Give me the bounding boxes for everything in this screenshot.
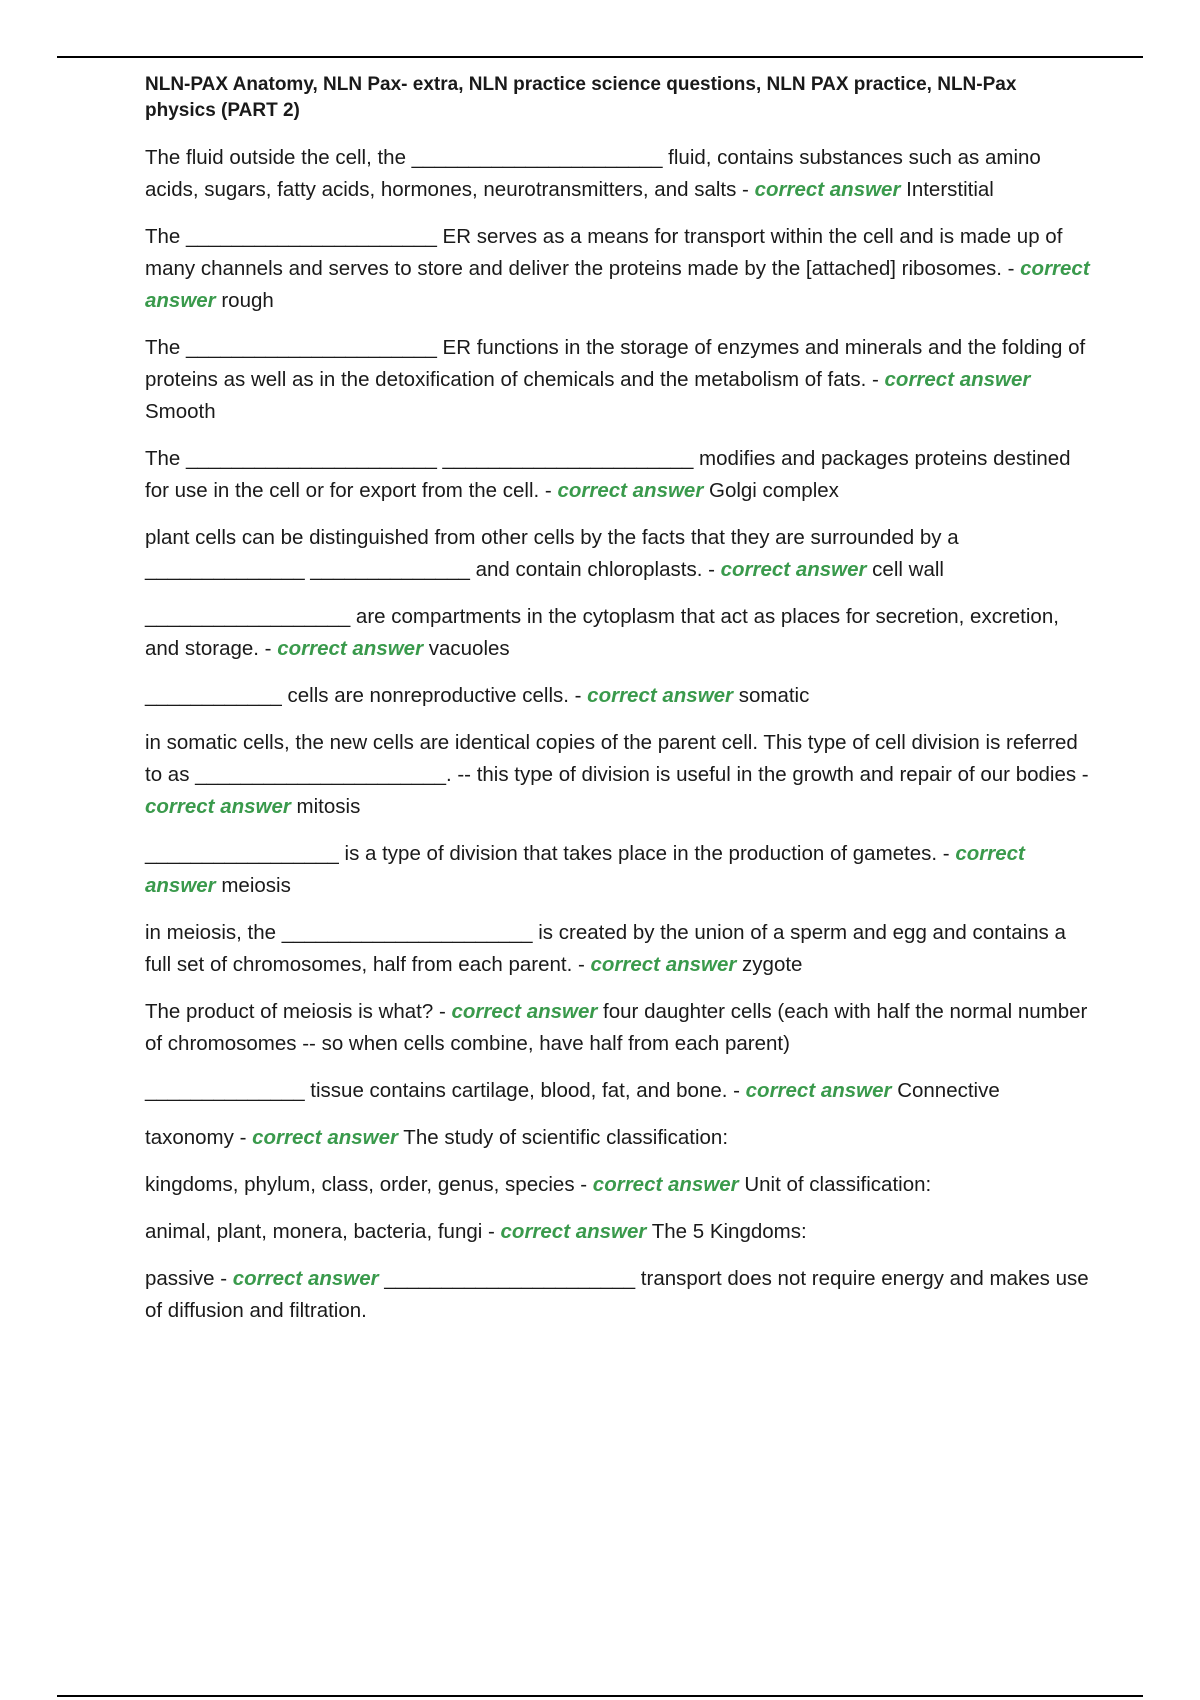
question-text: __________________ are compartments in the cytoplasm that act as places for secretion, excretion, and storage. - (145, 605, 1059, 660)
correct-answer-label: correct answer (557, 479, 704, 502)
qa-item (145, 838, 1090, 902)
question-text: plant cells can be distinguished from other cells by the facts that they are surrounded by a ______________ ______________ and contain chloroplasts. - (145, 526, 959, 581)
correct-answer-label: correct answer (500, 1220, 647, 1243)
correct-answer-label: correct answer (451, 1000, 598, 1023)
qa-item (145, 996, 1090, 1060)
question-text: ____________ cells are nonreproductive cells. - (145, 684, 588, 707)
qa-item (145, 1216, 1090, 1248)
answer-text: Interstitial (900, 178, 994, 201)
correct-answer-label: correct answer (145, 842, 1025, 897)
qa-item (145, 680, 1090, 712)
correct-answer-label: correct answer (252, 1126, 398, 1149)
answer-text: somatic (733, 684, 810, 707)
correct-answer-label: correct answer (590, 953, 737, 976)
answer-text: vacuoles (423, 637, 510, 660)
correct-answer-label: correct answer (592, 1173, 739, 1196)
qa-item (145, 917, 1090, 981)
answer-text: four daughter cells (each with half the normal number of chromosomes -- so when cells combine, have half from each parent) (145, 1000, 1088, 1055)
question-text: The ______________________ ER serves as a means for transport within the cell and is made up of many channels and serves to store and deliver the proteins made by the [attached] ribosomes. - (145, 225, 1063, 280)
question-text: passive - (145, 1267, 233, 1290)
qa-item (145, 332, 1090, 428)
top-rule (57, 56, 1143, 58)
qa-item (145, 601, 1090, 665)
correct-answer-label: correct answer (754, 178, 901, 201)
question-text: in somatic cells, the new cells are identical copies of the parent cell. This type of cell division is referred to as ______________________. -- this type of division is useful in the growth and repair of our bodies - (145, 731, 1089, 786)
document-body (145, 72, 1090, 1342)
answer-text: cell wall (866, 558, 944, 581)
answer-text: The study of scientific classification: (397, 1126, 729, 1149)
document-title: NLN-PAX Anatomy, NLN Pax- extra, NLN practice science questions, NLN PAX practice, NLN-Pax physics (PART 2) (145, 74, 1017, 121)
bottom-rule (57, 1695, 1143, 1697)
correct-answer-label: correct answer (884, 368, 1031, 391)
question-text: The ______________________ ______________________ modifies and packages proteins destined for use in the cell or for export from the cell. - (145, 447, 1071, 502)
correct-answer-label: correct answer (277, 637, 424, 660)
question-text: The fluid outside the cell, the ______________________ fluid, contains substances such as amino acids, sugars, fatty acids, hormones, neurotransmitters, and salts - (145, 146, 1041, 201)
answer-text: mitosis (290, 795, 361, 818)
qa-item (145, 221, 1090, 317)
question-text: The ______________________ ER functions in the storage of enzymes and minerals and the folding of proteins as well as in the detoxification of chemicals and the metabolism of fats. - (145, 336, 1086, 391)
qa-item (145, 522, 1090, 586)
answer-text: Connective (891, 1079, 1000, 1102)
qa-item (145, 1263, 1090, 1327)
answer-text: zygote (736, 953, 803, 976)
correct-answer-label: correct answer (587, 684, 734, 707)
qa-item (145, 1169, 1090, 1201)
answer-text: meiosis (215, 874, 291, 897)
qa-item (145, 727, 1090, 823)
answer-text: Unit of classification: (738, 1173, 932, 1196)
answer-text: ______________________ transport does not require energy and makes use of diffusion and filtration. (145, 1267, 1089, 1322)
question-text: in meiosis, the ______________________ is created by the union of a sperm and egg and contains a full set of chromosomes, half from each parent. - (145, 921, 1066, 976)
correct-answer-label: correct answer (720, 558, 867, 581)
correct-answer-label: correct answer (145, 795, 291, 818)
answer-text: Smooth (145, 400, 216, 423)
correct-answer-label: correct answer (232, 1267, 379, 1290)
answer-text: rough (215, 289, 274, 312)
answer-text: Golgi complex (703, 479, 839, 502)
correct-answer-label: correct answer (145, 257, 1090, 312)
qa-item (145, 1122, 1090, 1154)
qa-item (145, 443, 1090, 507)
question-text: The product of meiosis is what? - (145, 1000, 452, 1023)
correct-answer-label: correct answer (745, 1079, 892, 1102)
question-text: _________________ is a type of division that takes place in the production of gametes. - (145, 842, 956, 865)
qa-item (145, 142, 1090, 206)
question-text: taxonomy - (145, 1126, 253, 1149)
qa-item (145, 1075, 1090, 1107)
question-text: ______________ tissue contains cartilage, blood, fat, and bone. - (145, 1079, 746, 1102)
answer-text: The 5 Kingdoms: (646, 1220, 807, 1243)
question-text: animal, plant, monera, bacteria, fungi - (145, 1220, 501, 1243)
question-text: kingdoms, phylum, class, order, genus, species - (145, 1173, 593, 1196)
